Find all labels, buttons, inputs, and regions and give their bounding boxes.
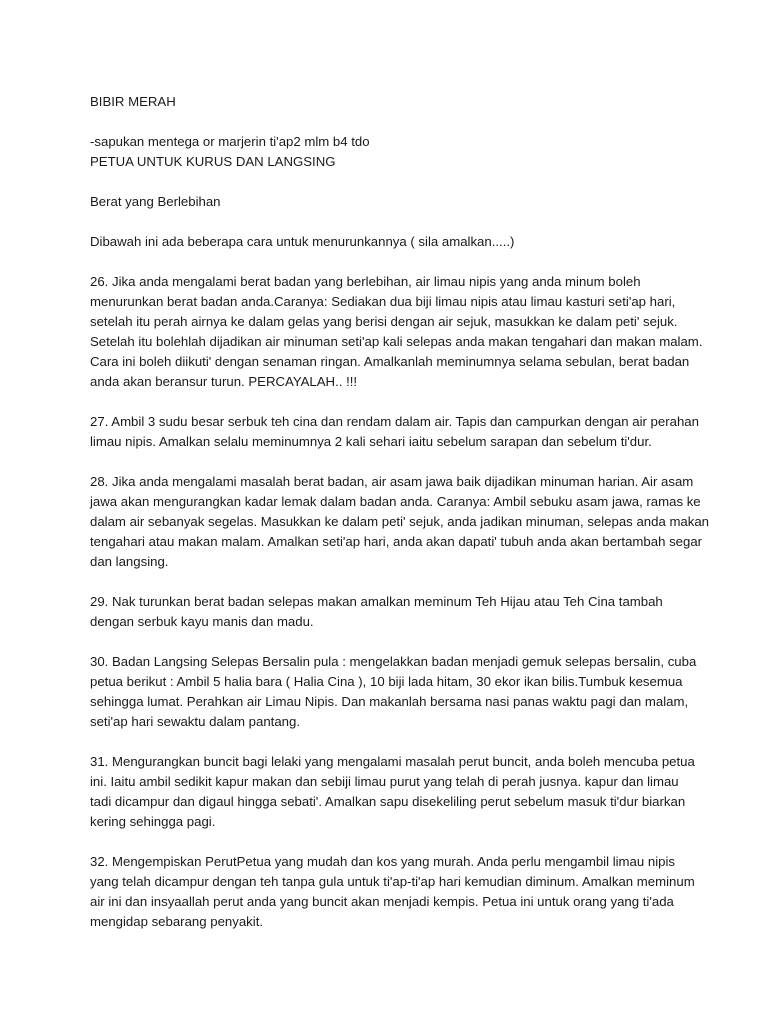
tip-paragraph — [90, 752, 695, 832]
tip-line-text: 30. Badan Langsing Selepas Bersalin pula : mengelakkan badan menjadi gemuk selepas bersalin, cuba — [90, 654, 697, 669]
tip-line-text: dalam air sebanyak segelas. Masukkan ke dalam peti' sejuk, anda jadikan minuman, selepas anda makan — [90, 514, 710, 529]
document-subtitle: PETUA UNTUK KURUS DAN LANGSING — [90, 154, 336, 169]
tip-line-text: limau nipis. Amalkan selalu meminumnya 2 kali sehari iaitu sebelum sarapan dan sebelum ti'dur. — [90, 434, 652, 449]
tip-line-text: Setelah itu bolehlah dijadikan air minuman seti'ap kali selepas anda makan tengahari dan makan malam. — [90, 334, 703, 349]
tip-line-text: ini. Iaitu ambil sedikit kapur makan dan sebiji limau purut yang telah di perah jusnya. kapur dan limau — [90, 774, 679, 789]
tip-line-text: kering sehingga pagi. — [90, 814, 216, 829]
tip-line-text: air ini dan insyaallah perut anda yang buncit akan menjadi kempis. Petua ini untuk orang yang ti'ada — [90, 894, 674, 909]
document-title: BIBIR MERAH — [90, 94, 176, 109]
tip-line-text: 32. Mengempiskan PerutPetua yang mudah dan kos yang murah. Anda perlu mengambil limau nipis — [90, 854, 675, 869]
tip-line-text: 28. Jika anda mengalami masalah berat badan, air asam jawa baik dijadikan minuman harian. Air asam — [90, 474, 694, 489]
tip-line-text: jawa akan mengurangkan kadar lemak dalam badan anda. Caranya: Ambil sebuku asam jawa, ramas ke — [90, 494, 701, 509]
tip-line-text: petua berikut : Ambil 5 halia bara ( Halia Cina ), 10 biji lada hitam, 30 ekor ikan bilis.Tumbuk kesemua — [90, 674, 683, 689]
tip-paragraph — [90, 592, 690, 632]
tip-line-text: dengan serbuk kayu manis dan madu. — [90, 614, 314, 629]
tip-line-text: tengahari atau makan malam. Amalkan seti'ap hari, anda akan dapati' tubuh anda akan bertambah segar — [90, 534, 703, 549]
tip-line-text: menurunkan berat badan anda.Caranya: Sediakan dua biji limau nipis atau limau kasturi seti'ap hari, — [90, 294, 676, 309]
tip-paragraph — [90, 412, 699, 452]
tip-line-text: yang telah dicampur dengan teh tanpa gula untuk ti'ap-ti'ap hari kemudian diminum. Amalkan meminum — [90, 874, 695, 889]
tip-paragraph — [90, 852, 695, 932]
tip-line-text: anda akan beransur turun. PERCAYALAH.. !!! — [90, 374, 358, 389]
tip-line-text: 27. Ambil 3 sudu besar serbuk teh cina dan rendam dalam air. Tapis dan campurkan dengan air perahan — [90, 414, 699, 429]
document-page — [90, 92, 710, 952]
tip-line-text: seti'ap hari sewaktu dalam pantang. — [90, 714, 300, 729]
tip-line-text: 31. Mengurangkan buncit bagi lelaki yang mengalami masalah perut buncit, anda boleh mencuba petua — [90, 754, 695, 769]
tips-list — [90, 272, 710, 932]
tip-paragraph — [90, 472, 710, 572]
tip-line-text: setelah itu perah airnya ke dalam gelas yang berisi dengan air sejuk, masukkan ke dalam peti' sejuk. — [90, 314, 678, 329]
tip-line-text: tadi dicampur dan digaul hingga sebati'. Amalkan sapu disekeliling perut sebelum masuk ti'dur biarkan — [90, 794, 686, 809]
tip-line-text: 29. Nak turunkan berat badan selepas makan amalkan meminum Teh Hijau atau Teh Cina tambah — [90, 594, 663, 609]
section-heading: Berat yang Berlebihan — [90, 194, 221, 209]
tip-paragraph — [90, 272, 703, 392]
tip-paragraph — [90, 652, 697, 732]
tip-line-text: 26. Jika anda mengalami berat badan yang berlebihan, air limau nipis yang anda minum boleh — [90, 274, 641, 289]
intro-paragraph: Dibawah ini ada beberapa cara untuk menurunkannya ( sila amalkan.....) — [90, 234, 515, 249]
tip-line-text: sehingga lumat. Perahkan air Limau Nipis. Dan makanlah bersama nasi panas waktu pagi dan malam, — [90, 694, 689, 709]
tip-line-text: mengidap sebarang penyakit. — [90, 914, 264, 929]
tip-line: -sapukan mentega or marjerin ti'ap2 mlm b4 tdo — [90, 134, 370, 149]
tip-line-text: dan langsing. — [90, 554, 169, 569]
tip-line-text: Cara ini boleh diikuti' dengan senaman ringan. Amalkanlah meminumnya selama sebulan, berat badan — [90, 354, 690, 369]
